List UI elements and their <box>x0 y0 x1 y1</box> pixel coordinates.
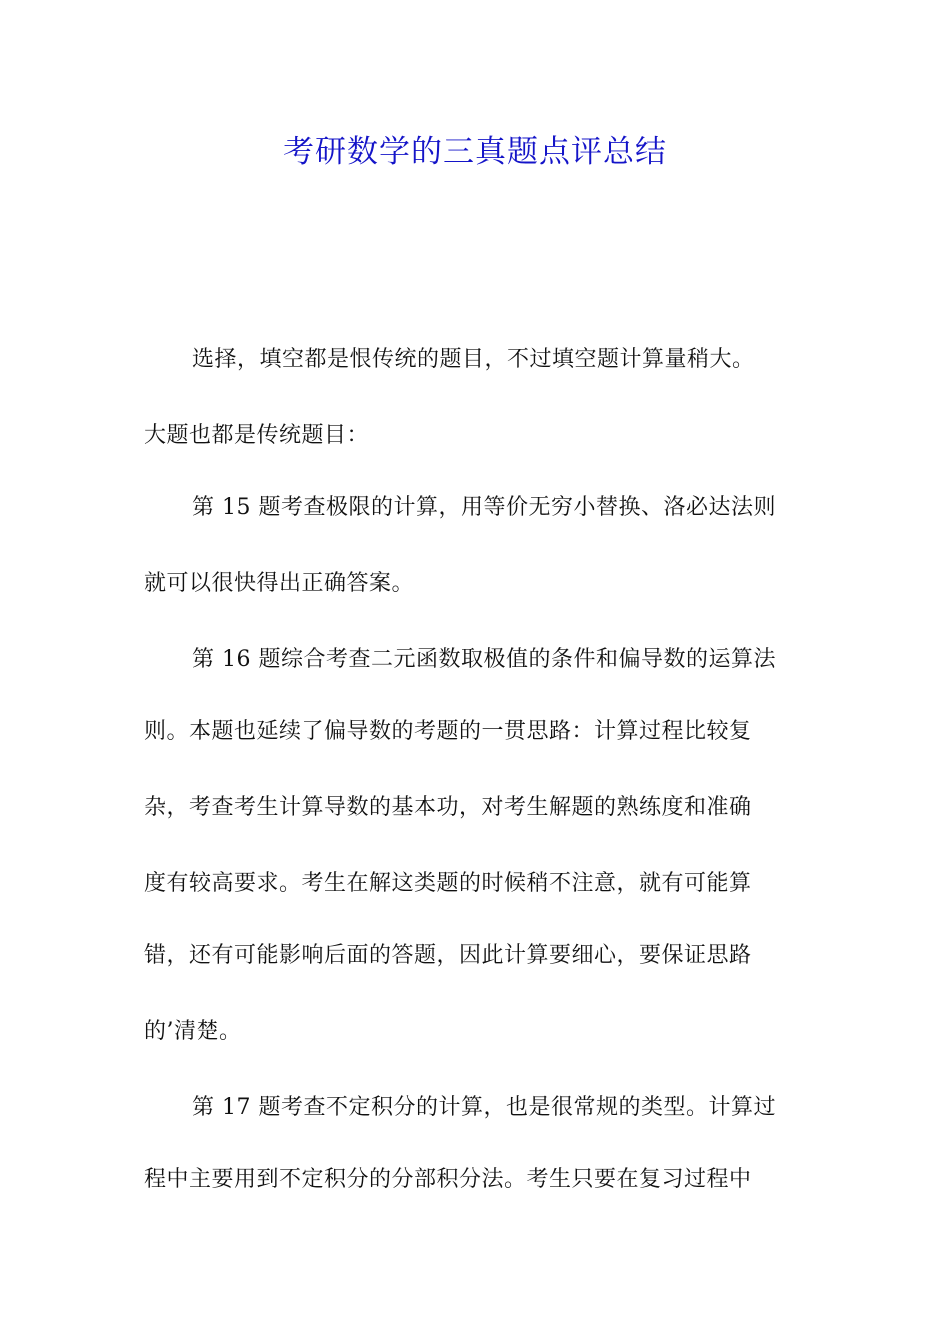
paragraph-line: 大题也都是传统题目： <box>144 423 370 448</box>
paragraph-line: 第 17 题考查不定积分的计算，也是很常规的类型。计算过 <box>192 1095 776 1120</box>
paragraph-line: 度有较高要求。考生在解这类题的时候稍不注意，就有可能算 <box>144 871 752 896</box>
paragraph-line: 第 15 题考查极限的计算，用等价无穷小替换、洛必达法则 <box>192 495 776 520</box>
paragraph-line: 程中主要用到不定积分的分部积分法。考生只要在复习过程中 <box>144 1167 752 1192</box>
paragraph-line: 选择，填空都是恨传统的题目，不过填空题计算量稍大。 <box>192 347 755 372</box>
paragraph-line: 杂，考查考生计算导数的基本功，对考生解题的熟练度和准确 <box>144 795 752 820</box>
paragraph-line: 的’清楚。 <box>144 1019 242 1044</box>
paragraph-line: 第 16 题综合考查二元函数取极值的条件和偏导数的运算法 <box>192 647 776 672</box>
document-title: 考研数学的三真题点评总结 <box>283 134 667 170</box>
paragraph-line: 错，还有可能影响后面的答题，因此计算要细心，要保证思路 <box>144 943 752 968</box>
paragraph-line: 则。本题也延续了偏导数的考题的一贯思路：计算过程比较复 <box>144 719 752 744</box>
paragraph-line: 就可以很快得出正确答案。 <box>144 571 415 596</box>
